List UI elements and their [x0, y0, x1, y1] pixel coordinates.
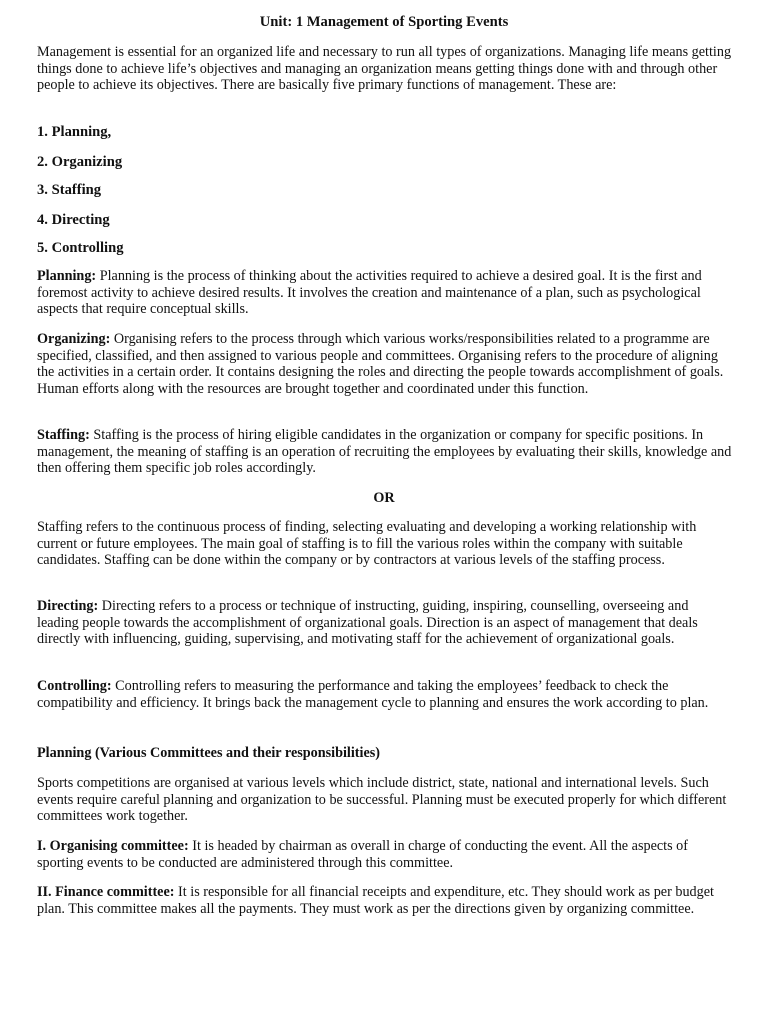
finance-committee-text: It is responsible for all financial receipts and expenditure, etc. They should work as per budget plan. This committee makes all the payments. They must work as per the directions given by organizing committee. [37, 884, 714, 917]
intro-paragraph: Management is essential for an organized life and necessary to run all types of organizations. Managing life means getting things done to achieve life’s objectives and managing an organization means getting things done with and through other people to achieve its objectives. There are basically five primary functions of management. These are: [37, 44, 732, 94]
organizing-text: Organising refers to the process through which various works/responsibilities related to a programme are specified, classified, and then assigned to various people and committees. Organising refers to the procedure of aligning the activities in a certain order. It contains designing the roles and directing the people towards accomplishment of goals. Human efforts along with the resources are brought together and coordinated under this function. [37, 331, 724, 397]
controlling-label: Controlling: [37, 678, 112, 694]
staffing-alt-paragraph: Staffing refers to the continuous process of finding, selecting evaluating and developing a working relationship with current or future employees. The main goal of staffing is to fill the various roles within the company with suitable candidates. Staffing can be done within the company or by contractors at various levels of the staffing process. [37, 519, 697, 569]
organising-committee-label: I. Organising committee: [37, 838, 189, 854]
or-separator: OR [373, 490, 395, 506]
planning-paragraph [37, 268, 733, 318]
function-item-staffing: 3. Staffing [37, 182, 102, 198]
finance-committee-paragraph [37, 884, 733, 917]
organising-committee-text: It is headed by chairman as overall in charge of conducting the event. All the aspects of sporting events to be conducted are administered through this committee. [37, 838, 688, 871]
controlling-paragraph [37, 678, 733, 711]
function-item-planning: 1. Planning, [37, 124, 112, 140]
document-title: Unit: 1 Management of Sporting Events [259, 14, 509, 30]
planning-text: Planning is the process of thinking about the activities required to achieve a desired goal. It is the first and foremost activity to achieve desired results. It involves the creation and maintenance of a plan, such as psychological aspects that require conceptual skills. [37, 268, 702, 318]
organizing-label: Organizing: [37, 331, 111, 347]
directing-text: Directing refers to a process or technique of instructing, guiding, inspiring, counselling, overseeing and leading people towards the accomplishment of organizational goals. Direction is an aspect of management that deals directly with influencing, guiding, supervising, and motivating staff for the achievement of organizational goals. [37, 598, 698, 648]
committees-heading: Planning (Various Committees and their responsibilities) [37, 745, 381, 761]
planning-label: Planning: [37, 268, 97, 284]
finance-committee-label: II. Finance committee: [37, 884, 175, 900]
staffing-text: Staffing is the process of hiring eligible candidates in the organization or company for specific positions. In management, the meaning of staffing is an operation of recruiting the employees by evaluating their skills, knowledge and then offering them specific job roles accordingly. [37, 427, 732, 477]
function-item-directing: 4. Directing [37, 212, 110, 228]
directing-label: Directing: [37, 598, 99, 614]
staffing-paragraph [37, 427, 733, 477]
function-item-controlling: 5. Controlling [37, 240, 124, 256]
organising-committee-paragraph [37, 838, 733, 871]
organizing-paragraph [37, 331, 733, 397]
controlling-text: Controlling refers to measuring the performance and taking the employees’ feedback to check the compatibility and efficiency. It brings back the management cycle to planning and ensures the work according to plan. [37, 678, 709, 711]
function-item-organizing: 2. Organizing [37, 154, 123, 170]
staffing-label: Staffing: [37, 427, 90, 443]
directing-paragraph [37, 598, 733, 648]
committees-intro-paragraph: Sports competitions are organised at various levels which include district, state, national and international levels. Such events require careful planning and organization to be successful. Planning must be executed properly for which different committees work together. [37, 775, 727, 825]
